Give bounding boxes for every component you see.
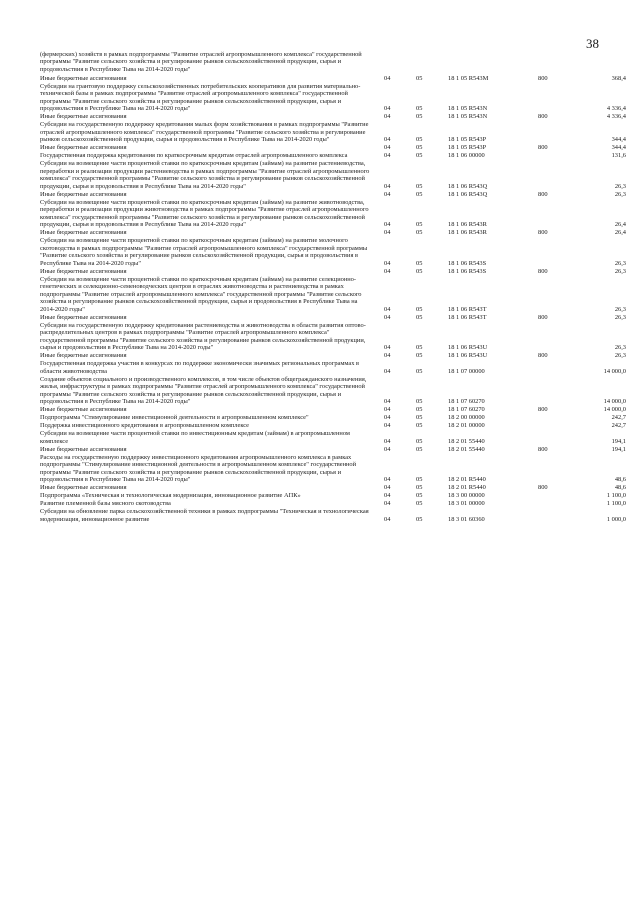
table-row [40,321,626,352]
subsection-code: 05 [416,144,423,151]
expense-name: Государственная поддержка участия в конкурсах по поддержке экономически значимых региональных программах в области животноводства [40,360,360,375]
expense-type-code: 800 [538,113,548,120]
target-article-code: 18 1 06 R543R [448,221,487,228]
table-row [40,414,626,422]
expense-type-code [534,414,574,422]
table-row [40,160,626,191]
target-article-code: 18 1 06 R543T [448,305,487,313]
amount: 344,4 [611,136,626,143]
amount: 14 000,0 [603,398,626,405]
expense-name: Субсидии на грантовую поддержку сельскохозяйственных потребительских кооперативов для развития материально-технической базы в рамках подпрограммы "Развитие отраслей агропромышленного комплекса" государственной программы "Развитие сельского хозяйства и регулирование рынков сельскохозяйственной продукции, сырья и продовольствия в Республике Тыва на 2014-2020 годы" [40,82,361,112]
expense-type-code [534,321,574,352]
section-code: 04 [384,398,391,405]
expense-type-code: 800 [538,484,548,491]
subsection-code: 05 [416,492,423,499]
target-article-code: 18 1 06 R543T [448,313,487,321]
amount: 26,4 [614,221,626,228]
expense-type-code: 800 [538,406,548,413]
expense-type-code [534,422,574,430]
expense-name: Подпрограмма «Техническая и технологическая модернизация, инновационное развитие АПК» [40,492,301,499]
table-row [40,113,626,121]
subsection-code: 05 [416,500,423,507]
expense-name: Субсидии на государственную поддержку кредитования малых форм хозяйствования в рамках подпрограммы "Развитие отраслей агропромышленного комплекса" государственной программы "Развитие сельского хозяйства и регулирование рынков сельскохозяйственной продукции, сырья и продовольствия в Республике Тыва на 2014-2020 годы" [40,121,369,143]
expense-name: Субсидии на возмещение части процентной ставки по краткосрочным кредитам (займам) на развитие селекционно-генетических и селекционно-семеноводческих центров в отраслях животноводства и растениеводства в рамках подпрограммы "Развитие отраслей агропромышленного комплекса" государственной программы "Развитие сельского хозяйства и регулирование рынков сельскохозяйственной продукции, сырья и продовольствия в Республике Тыва на 2014-2020 годы" [40,275,362,313]
target-article-code [442,50,534,74]
amount: 344,4 [611,144,626,151]
expense-type-code [534,430,574,446]
expense-name: Государственная поддержка кредитования по краткосрочным кредитам отраслей агропромышленного комплекса [40,152,348,159]
subsection-code [412,50,442,74]
subsection-code: 05 [416,445,423,453]
amount: 26,3 [614,344,626,351]
amount: 242,7 [611,414,626,421]
expense-name: Иные бюджетные ассигнования [40,445,127,453]
subsection-code: 05 [416,113,423,120]
section-code: 04 [384,182,391,190]
expense-name: Субсидии на государственную поддержку кредитования растениеводства и животноводства в области развития оптово-распределительных центров в рамках подпрограммы "Развитие отраслей агропромышленного комплекса" государственной программы "Развитие сельского хозяйства и регулирование рынков сельскохозяйственной продукции, сырья и продовольствия в Республике Тыва на 2014-2020 годы" [40,321,366,351]
expense-name: Создание объектов социального и производственного комплексов, в том числе объектов общегражданского назначения, жилья, инфраструктуры в рамках подпрограммы "Развитие отраслей агропромышленного комплекса" государственной программы "Развитие сельского хозяйства и регулирование рынков сельскохозяйственной продукции, сырья и продовольствия в Республике Тыва на 2014-2020 годы" [40,375,367,405]
section-code: 04 [384,136,391,143]
section-code: 04 [384,422,391,429]
section-code: 04 [384,152,391,159]
expense-name: Субсидии на возмещение части процентной ставки по краткосрочным кредитам (займам) на развитие молочного скотоводства в рамках подпрограммы "Развитие отраслей агропромышленного комплекса" государственной программы "Развитие сельского хозяйства и регулирование рынков сельскохозяйственной продукции, сырья и продовольствия в Республике Тыва на 2014-2020 годы" [40,237,368,267]
expense-name: Иные бюджетные ассигнования [40,113,127,120]
section-code: 04 [384,414,391,421]
amount: 1 000,0 [606,515,626,523]
expense-type-code [534,500,574,508]
expense-name: Иные бюджетные ассигнования [40,229,127,236]
expense-name: Субсидии на обновление парка сельскохозяйственной техники в рамках подпрограммы "Техническая и технологическая модернизация, инновационное развитие [40,508,369,523]
subsection-code: 05 [416,476,423,483]
target-article-code: 18 1 06 R543U [448,344,488,351]
expense-type-code [534,50,574,74]
table-row [40,352,626,360]
target-article-code: 18 1 05 R543P [448,136,487,143]
target-article-code: 18 2 01 55440 [448,437,485,445]
expense-type-code [534,360,574,376]
table-row [40,267,626,275]
section-code: 04 [384,352,391,359]
target-article-code: 18 1 05 R543P [448,144,487,151]
amount: 1 100,0 [606,500,626,507]
section-code: 04 [384,492,391,499]
target-article-code: 18 1 05 R543N [448,105,488,112]
section-code: 04 [384,367,391,375]
target-article-code: 18 1 05 R543M [448,74,489,82]
section-code: 04 [384,259,391,267]
amount: 4 336,4 [606,113,626,120]
subsection-code: 05 [416,515,423,523]
amount: 14 000,0 [603,367,626,375]
section-code: 04 [384,267,391,275]
subsection-code: 05 [416,344,423,351]
section-code: 04 [384,229,391,236]
amount: 26,3 [614,259,626,267]
section-code: 04 [384,445,391,453]
expense-type-code [534,121,574,144]
table-row [40,406,626,414]
section-code: 04 [384,74,391,82]
expense-type-code [534,160,574,191]
expense-type-code: 800 [538,144,548,151]
expense-type-code: 800 [538,190,548,198]
subsection-code: 05 [416,221,423,228]
subsection-code: 05 [416,105,423,112]
section-code: 04 [384,406,391,413]
table-row [40,229,626,237]
amount: 26,3 [614,352,626,359]
table-row [40,508,626,524]
target-article-code: 18 3 01 60360 [448,515,485,523]
expense-type-code: 800 [538,352,548,359]
expense-name: Подпрограмма "Стимулирование инвестиционной деятельности в агропромышленном комплексе" [40,414,309,421]
section-code: 04 [384,313,391,321]
expense-type-code [534,275,574,313]
target-article-code: 18 1 05 R543N [448,113,488,120]
target-article-code: 18 1 06 R543R [448,229,487,236]
expense-type-code: 800 [538,74,548,82]
amount: 368,4 [611,74,626,82]
section-code: 04 [384,190,391,198]
amount: 48,6 [614,484,626,491]
subsection-code: 05 [416,259,423,267]
expense-name: Развитие племенной базы мясного скотоводства [40,500,171,507]
expense-type-code [534,82,574,113]
expense-type-code [534,237,574,268]
expense-type-code: 800 [538,313,548,321]
amount [574,50,626,74]
expense-name: Иные бюджетные ассигнования [40,267,127,275]
subsection-code: 05 [416,305,423,313]
target-article-code: 18 2 01 55440 [448,445,485,453]
expense-type-code: 800 [538,267,548,275]
table-row [40,422,626,430]
table-row [40,492,626,500]
subsection-code: 05 [416,74,423,82]
subsection-code: 05 [416,152,423,159]
table-row [40,190,626,198]
section-code: 04 [384,344,391,351]
subsection-code: 05 [416,313,423,321]
amount: 26,3 [614,305,626,313]
subsection-code: 05 [416,267,423,275]
target-article-code: 18 1 06 R543S [448,267,487,275]
expense-name: Субсидии на возмещение части процентной ставки по инвестиционным кредитам (займам) в агропромышленном комплексе [40,430,350,445]
amount: 26,4 [614,229,626,236]
section-code: 04 [384,113,391,120]
subsection-code: 05 [416,414,423,421]
expense-name: (фермерских) хозяйств в рамках подпрограммы "Развитие отраслей агропромышленного комплекса" государственной программы "Развитие сельского хозяйства и регулирование рынков сельскохозяйственной продукции, сырья и продовольствия в Республике Тыва на 2014-2020 годы" [40,50,362,73]
section-code: 04 [384,144,391,151]
table-row [40,430,626,446]
expense-type-code [534,492,574,500]
page-number: 38 [586,36,599,51]
budget-table-body [40,50,626,523]
section-code: 04 [384,484,391,491]
subsection-code: 05 [416,190,423,198]
table-row [40,445,626,453]
table-row [40,82,626,113]
section-code: 04 [384,515,391,523]
subsection-code: 05 [416,229,423,236]
section-code: 04 [384,476,391,483]
expense-name: Иные бюджетные ассигнования [40,484,127,491]
expense-type-code [534,508,574,524]
table-row [40,484,626,492]
subsection-code: 05 [416,422,423,429]
subsection-code: 05 [416,352,423,359]
amount: 4 336,4 [606,105,626,112]
expense-name: Иные бюджетные ассигнования [40,313,127,321]
expense-name: Иные бюджетные ассигнования [40,190,127,198]
section-code: 04 [384,105,391,112]
expense-type-code [534,375,574,406]
expense-name: Субсидии на возмещение части процентной ставки по краткосрочным кредитам (займам) на развитие растениеводства, переработки и реализации продукции растениеводства в рамках подпрограммы "Развитие отраслей агропромышленного комплекса" государственной программы "Развитие сельского хозяйства и регулирование рынков сельскохозяйственной продукции, сырья и продовольствия в Республике Тыва на 2014-2020 годы" [40,160,370,190]
target-article-code: 18 1 07 60270 [448,406,485,413]
amount: 1 100,0 [606,492,626,499]
section-code [380,50,412,74]
target-article-code: 18 1 07 00000 [448,367,485,375]
target-article-code: 18 2 01 R5440 [448,476,486,483]
table-row [40,275,626,313]
target-article-code: 18 2 01 R5440 [448,484,486,491]
budget-table [40,50,626,523]
target-article-code: 18 1 06 R543S [448,259,487,267]
target-article-code: 18 2 01 00000 [448,422,485,429]
expense-type-code: 800 [538,445,548,453]
section-code: 04 [384,500,391,507]
subsection-code: 05 [416,406,423,413]
amount: 194,1 [611,437,626,445]
table-row [40,237,626,268]
section-code: 04 [384,221,391,228]
table-row [40,50,626,74]
expense-name: Субсидии на возмещение части процентной ставки по краткосрочным кредитам (займам) на развитие животноводства, переработки и реализации продукции животноводства в рамках подпрограммы "Развитие отраслей агропромышленного комплекса" государственной программы "Развитие сельского хозяйства и регулирование рынков сельскохозяйственной продукции, сырья и продовольствия в Республике Тыва на 2014-2020 годы" [40,198,369,228]
target-article-code: 18 1 07 60270 [448,398,485,405]
subsection-code: 05 [416,437,423,445]
expense-type-code [534,152,574,160]
amount: 14 000,0 [603,406,626,413]
amount: 26,3 [614,190,626,198]
expense-type-code [534,198,574,229]
subsection-code: 05 [416,136,423,143]
table-row [40,144,626,152]
amount: 131,6 [611,152,626,159]
amount: 48,6 [614,476,626,483]
amount: 26,3 [614,313,626,321]
target-article-code: 18 1 06 R543Q [448,190,488,198]
expense-name: Иные бюджетные ассигнования [40,406,127,413]
target-article-code: 18 2 00 00000 [448,414,485,421]
amount: 26,3 [614,182,626,190]
expense-type-code: 800 [538,229,548,236]
table-row [40,453,626,484]
table-row [40,152,626,160]
target-article-code: 18 1 06 R543U [448,352,488,359]
target-article-code: 18 3 00 00000 [448,492,485,499]
expense-name: Иные бюджетные ассигнования [40,74,127,82]
section-code: 04 [384,437,391,445]
table-row [40,375,626,406]
target-article-code: 18 3 01 00000 [448,500,485,507]
table-row [40,500,626,508]
expense-name: Иные бюджетные ассигнования [40,352,127,359]
expense-name: Расходы на государственную поддержку инвестиционного кредитования агропромышленного комплекса в рамках подпрограммы "Стимулирование инвестиционной деятельности в агропромышленном комплексе" государственной программы "Развитие сельского хозяйства и регулирование рынков сельскохозяйственной продукции, сырья и продовольствия в Республике Тыва на 2014-2020 годы" [40,453,357,483]
amount: 194,1 [611,445,626,453]
target-article-code: 18 1 06 00000 [448,152,485,159]
table-row [40,121,626,144]
amount: 242,7 [611,422,626,429]
table-row [40,360,626,376]
table-row [40,198,626,229]
expense-name: Иные бюджетные ассигнования [40,144,127,151]
subsection-code: 05 [416,182,423,190]
table-row [40,74,626,82]
table-row [40,313,626,321]
subsection-code: 05 [416,367,423,375]
subsection-code: 05 [416,484,423,491]
expense-name: Поддержка инвестиционного кредитования в агропромышленном комплексе [40,422,250,429]
amount: 26,3 [614,267,626,275]
target-article-code: 18 1 06 R543Q [448,182,488,190]
subsection-code: 05 [416,398,423,405]
expense-type-code [534,453,574,484]
section-code: 04 [384,305,391,313]
